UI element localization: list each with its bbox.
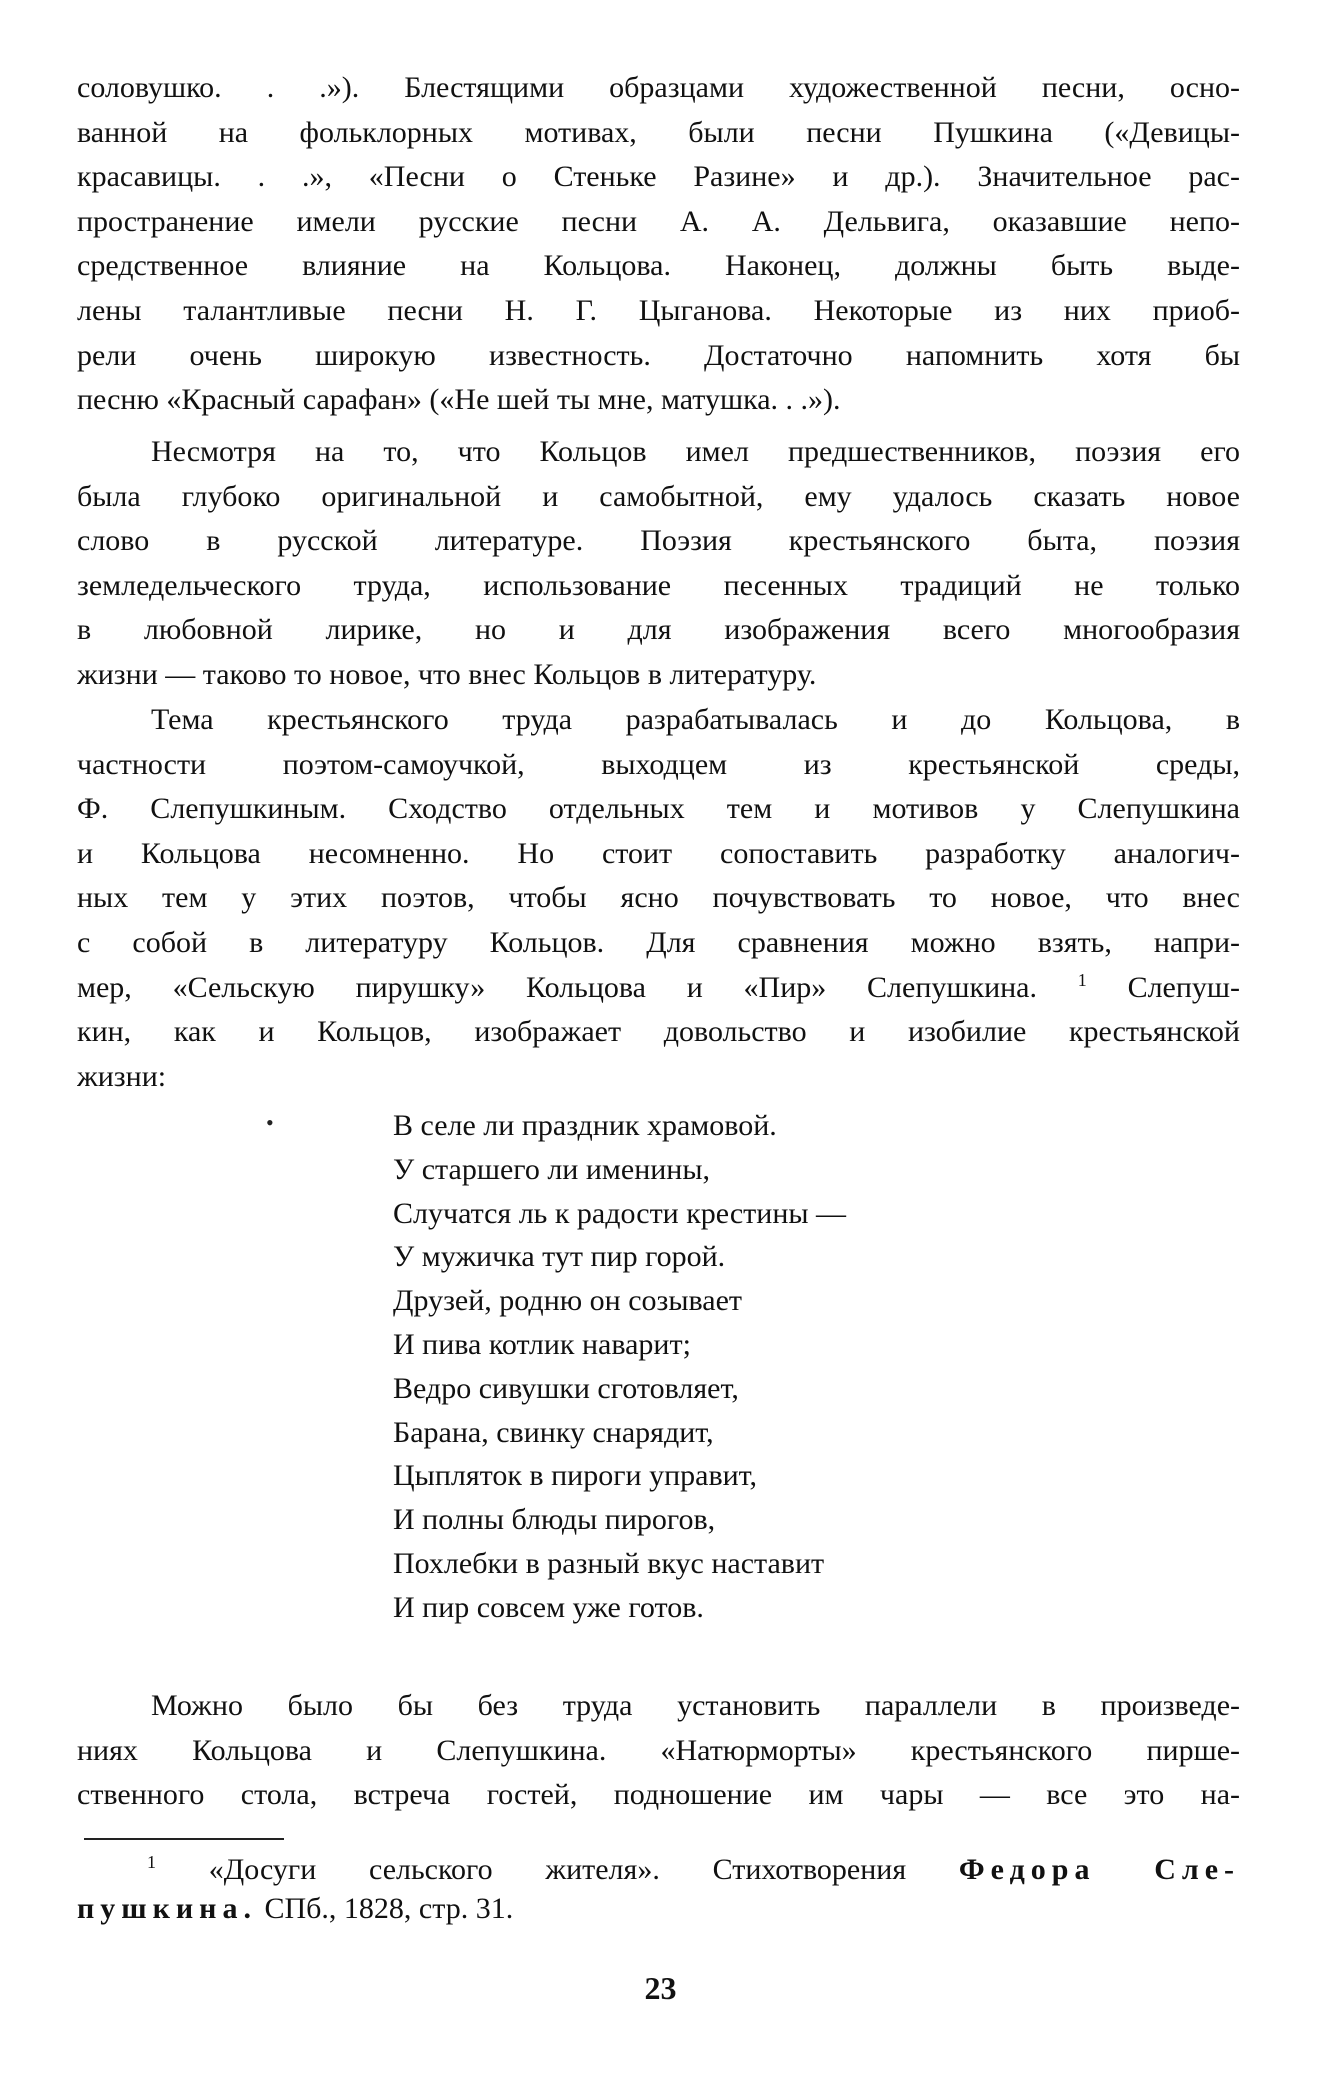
text-line: и Кольцова несомненно. Но стоит сопоставить разработку аналогич-: [77, 836, 1240, 870]
text-line: частности поэтом-самоучкой, выходцем из крестьянской среды,: [77, 747, 1240, 781]
text-line: в любовной лирике, но и для изображения всего многообразия: [77, 613, 1240, 647]
verse-line: И пир совсем уже готов.: [393, 1590, 704, 1624]
paragraph-3: [77, 698, 1240, 1099]
footnote-author: Федора Сле-: [958, 1853, 1240, 1886]
text-line: ственного стола, встреча гостей, подношение им чары — все это на-: [77, 1778, 1240, 1812]
verse-line: Барана, свинку снарядит,: [393, 1415, 714, 1449]
verse-line: Случатся ль к радости крестины —: [393, 1196, 847, 1230]
text-line: соловушко. . .»). Блестящими образцами художественной песни, осно-: [77, 71, 1240, 104]
footnote-divider: [84, 1838, 284, 1840]
verse-line: Ведро сивушки сготовляет,: [393, 1371, 739, 1405]
footnote-author: пушкина.: [77, 1892, 257, 1925]
text-line: Ф. Слепушкиным. Сходство отдельных тем и мотивов у Слепушкина: [77, 792, 1240, 826]
verse-line: И полны блюды пирогов,: [393, 1503, 716, 1537]
text-line-with-footnote: [77, 966, 1240, 1011]
text-segment: Слепуш-: [1127, 970, 1240, 1004]
footnote-line: [77, 1889, 1240, 1928]
footnote-text: «Досуги сельского жителя». Стихотворения: [208, 1853, 907, 1886]
footnote-number: 1: [147, 1852, 156, 1872]
paragraph-1: [77, 66, 1240, 423]
verse-line: Похлебки в разный вкус наставит: [393, 1546, 825, 1580]
verse-line: Цыпляток в пироги управит,: [393, 1459, 758, 1493]
text-line: средственное влияние на Кольцова. Наконец, должны быть выде-: [77, 249, 1240, 283]
text-line: жизни:: [77, 1059, 167, 1093]
poem-quote: [393, 1104, 846, 1630]
text-line: Можно было бы без труда установить параллели в произведе-: [151, 1689, 1240, 1722]
text-line: пространение имели русские песни А. А. Дельвига, оказавшие непо-: [77, 204, 1240, 238]
text-line: рели очень широкую известность. Достаточно напомнить хотя бы: [77, 338, 1240, 372]
verse-line: В селе ли праздник храмовой.: [393, 1109, 777, 1142]
paragraph-4: [77, 1684, 1240, 1818]
text-line: красавицы. . .», «Песни о Стеньке Разине» и др.). Значительное рас-: [77, 160, 1240, 194]
text-line: ных тем у этих поэтов, чтобы ясно почувствовать то новое, что внес: [77, 881, 1240, 915]
verse-line: Друзей, родню он созывает: [393, 1284, 743, 1318]
footnote-citation: СПб., 1828, стр. 31.: [264, 1892, 514, 1925]
text-line: была глубоко оригинальной и самобытной, ему удалось сказать новое: [77, 479, 1240, 513]
text-line: слово в русской литературе. Поэзия крестьянского быта, поэзия: [77, 524, 1240, 558]
text-line: Несмотря на то, что Кольцов имел предшественников, поэзия его: [151, 435, 1240, 468]
text-line: жизни — таково то новое, что внес Кольцов в литературу.: [77, 657, 817, 691]
text-line: земледельческого труда, использование песенных традиций не только: [77, 568, 1240, 602]
page-number: 23: [644, 1970, 677, 2006]
text-line: ванной на фольклорных мотивах, были песни Пушкина («Девицы-: [77, 115, 1240, 149]
text-line: ниях Кольцова и Слепушкина. «Натюрморты» крестьянского пирше-: [77, 1733, 1240, 1767]
text-line: песню «Красный сарафан» («Не шей ты мне, матушка. . .»).: [77, 383, 841, 417]
footnote-line: [77, 1850, 1240, 1889]
text-line: Тема крестьянского труда разрабатывалась и до Кольцова, в: [151, 703, 1240, 736]
text-line: лены талантливые песни Н. Г. Цыганова. Некоторые из них приоб-: [77, 293, 1240, 327]
verse-line: У старшего ли именины,: [393, 1152, 711, 1186]
text-line: кин, как и Кольцов, изображает довольство и изобилие крестьянской: [77, 1015, 1240, 1049]
paragraph-2: [77, 430, 1240, 698]
footnote-ref: 1: [1077, 969, 1087, 990]
verse-line: И пива котлик наварит;: [393, 1327, 691, 1361]
text-segment: мер, «Сельскую пирушку» Кольцова и «Пир» Слепушкина.: [77, 970, 1037, 1004]
text-line: с собой в литературу Кольцов. Для сравнения можно взять, напри-: [77, 925, 1240, 959]
verse-line: У мужичка тут пир горой.: [393, 1240, 726, 1274]
footnote: [77, 1850, 1240, 1928]
print-speck: •: [266, 1110, 274, 1135]
